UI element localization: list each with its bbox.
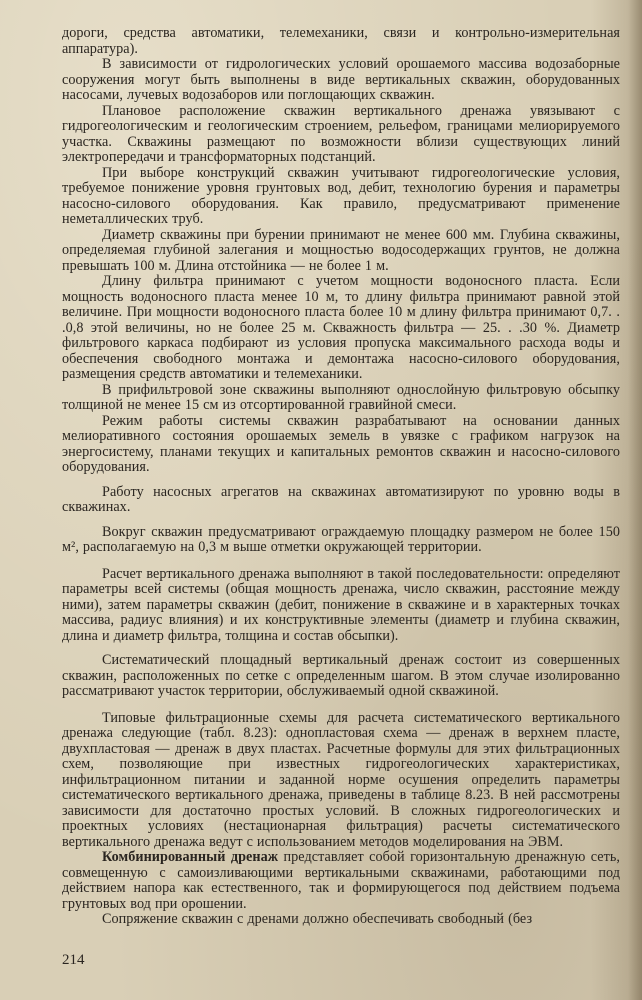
- paragraph-15: Сопряжение скважин с дренами должно обеспечивать свободный (без: [102, 911, 533, 927]
- paragraph-11: Расчет вертикального дренажа выполняют в такой последовательности: определяют параметры всей системы (общая мощность дренажа, число скважин, расстояние между ними), затем параметры скважин (дебит, понижение в скважине и в характерных точках массива, радиус влияния) и их конструктивные элементы (диаметр и глубина скважин, длина и диаметр фильтра, толщина и состав обсыпки).: [62, 565, 620, 644]
- page-number: 214: [62, 952, 85, 968]
- paragraph-13: Типовые фильтрационные схемы для расчета систематического вертикального дренажа следующие (табл. 8.23): однопластовая схема — дренаж в верхнем пласте, двухпластовая — дренаж в двух пластах. Расчетные формулы для этих фильтрационных схем, позволяющие при известных гидрогеологических характеристиках, инфильтрационном питании и заданной норме осушения определить параметры систематического вертикального дренажа, приведены в таблице 8.23. В ней рассмотрены зависимости для достаточно простых условий. В сложных гидрогеологических и проектных условиях (нестационарная фильтрация) расчеты систематического вертикального дренажа ведут с использованием методов моделирования на ЭВМ.: [62, 709, 620, 850]
- paragraph-14-text: представляет собой горизонтальную дренажную сеть, совмещенную с самоизливающими вертикальными скважинами, работающими под действием напора как естественного, так и формирующегося под действием подъема грунтовых вод при орошении.: [62, 849, 621, 912]
- paragraph-8: Режим работы системы скважин разрабатывают на основании данных мелиоративного состояния орошаемых земель в увязке с графиком нагрузок на энергосистему, планами текущих и капитальных ремонтов скважин и насосно-силового оборудования.: [62, 412, 620, 475]
- paragraph-6: Длину фильтра принимают с учетом мощности водоносного пласта. Если мощность водоносного пласта менее 10 м, то длину фильтра принимают равной этой величине. При мощности водоносного пласта более 10 м длину фильтра принимают 0,7. . .0,8 этой величины, но не более 25 м. Скважность фильтра — 25. . .30 %. Диаметр фильтрового каркаса подбирают из условия пропуска максимального расхода воды и обеспечения свободного монтажа и демонтажа насосно-силового оборудования, размещения средств автоматики и телемеханики.: [62, 273, 620, 382]
- paragraph-4: При выборе конструкций скважин учитывают гидрогеологические условия, требуемое понижение уровня грунтовых вод, дебит, технологию бурения и параметры насосно-силового оборудования. Как правило, предусматривают применение неметаллических труб.: [62, 164, 620, 227]
- page-edge-shadow: [628, 0, 642, 1000]
- paragraph-12: Систематический площадный вертикальный дренаж состоит из совершенных скважин, расположенных по сетке с определенным шагом. В этом случае изолированно рассматривают участок территории, обслуживаемый одной скважиной.: [62, 652, 620, 699]
- paragraph-9: Работу насосных агрегатов на скважинах автоматизируют по уровню воды в скважинах.: [62, 483, 620, 515]
- paragraph-3: Плановое расположение скважин вертикального дренажа увязывают с гидрогеологическим и геологическим строением, рельефом, границами мелиорируемого участка. Скважины размещают по возможности вблизи существующих линий электропередачи и трансформаторных подстанций.: [62, 102, 620, 165]
- paragraph-5: Диаметр скважины при бурении принимают не менее 600 мм. Глубина скважины, определяемая глубиной залегания и мощностью водосодержащих грунтов, не должна превышать 100 м. Длина отстойника — не более 1 м.: [62, 226, 620, 274]
- paragraph-14: [62, 850, 620, 912]
- paragraph-7: В прифильтровой зоне скважины выполняют однослойную фильтровую обсыпку толщиной не менее 15 см из отсортированной гравийной смеси.: [62, 381, 620, 413]
- paragraph-10: Вокруг скважин предусматривают ограждаемую площадку размером не более 150 м², располагаемую на 0,3 м выше отметки окружающей территории.: [62, 523, 620, 555]
- term-combined-drainage: Комбинированный дренаж: [102, 849, 279, 865]
- paragraph-2: В зависимости от гидрологических условий орошаемого массива водозаборные сооружения могут быть выполнены в виде вертикальных скважин, оборудованных насосами, лучевых водозаборов или поглощающих скважин.: [62, 56, 620, 103]
- paragraph-1: дороги, средства автоматики, телемеханики, связи и контрольно-измерительная аппаратура).: [62, 25, 620, 57]
